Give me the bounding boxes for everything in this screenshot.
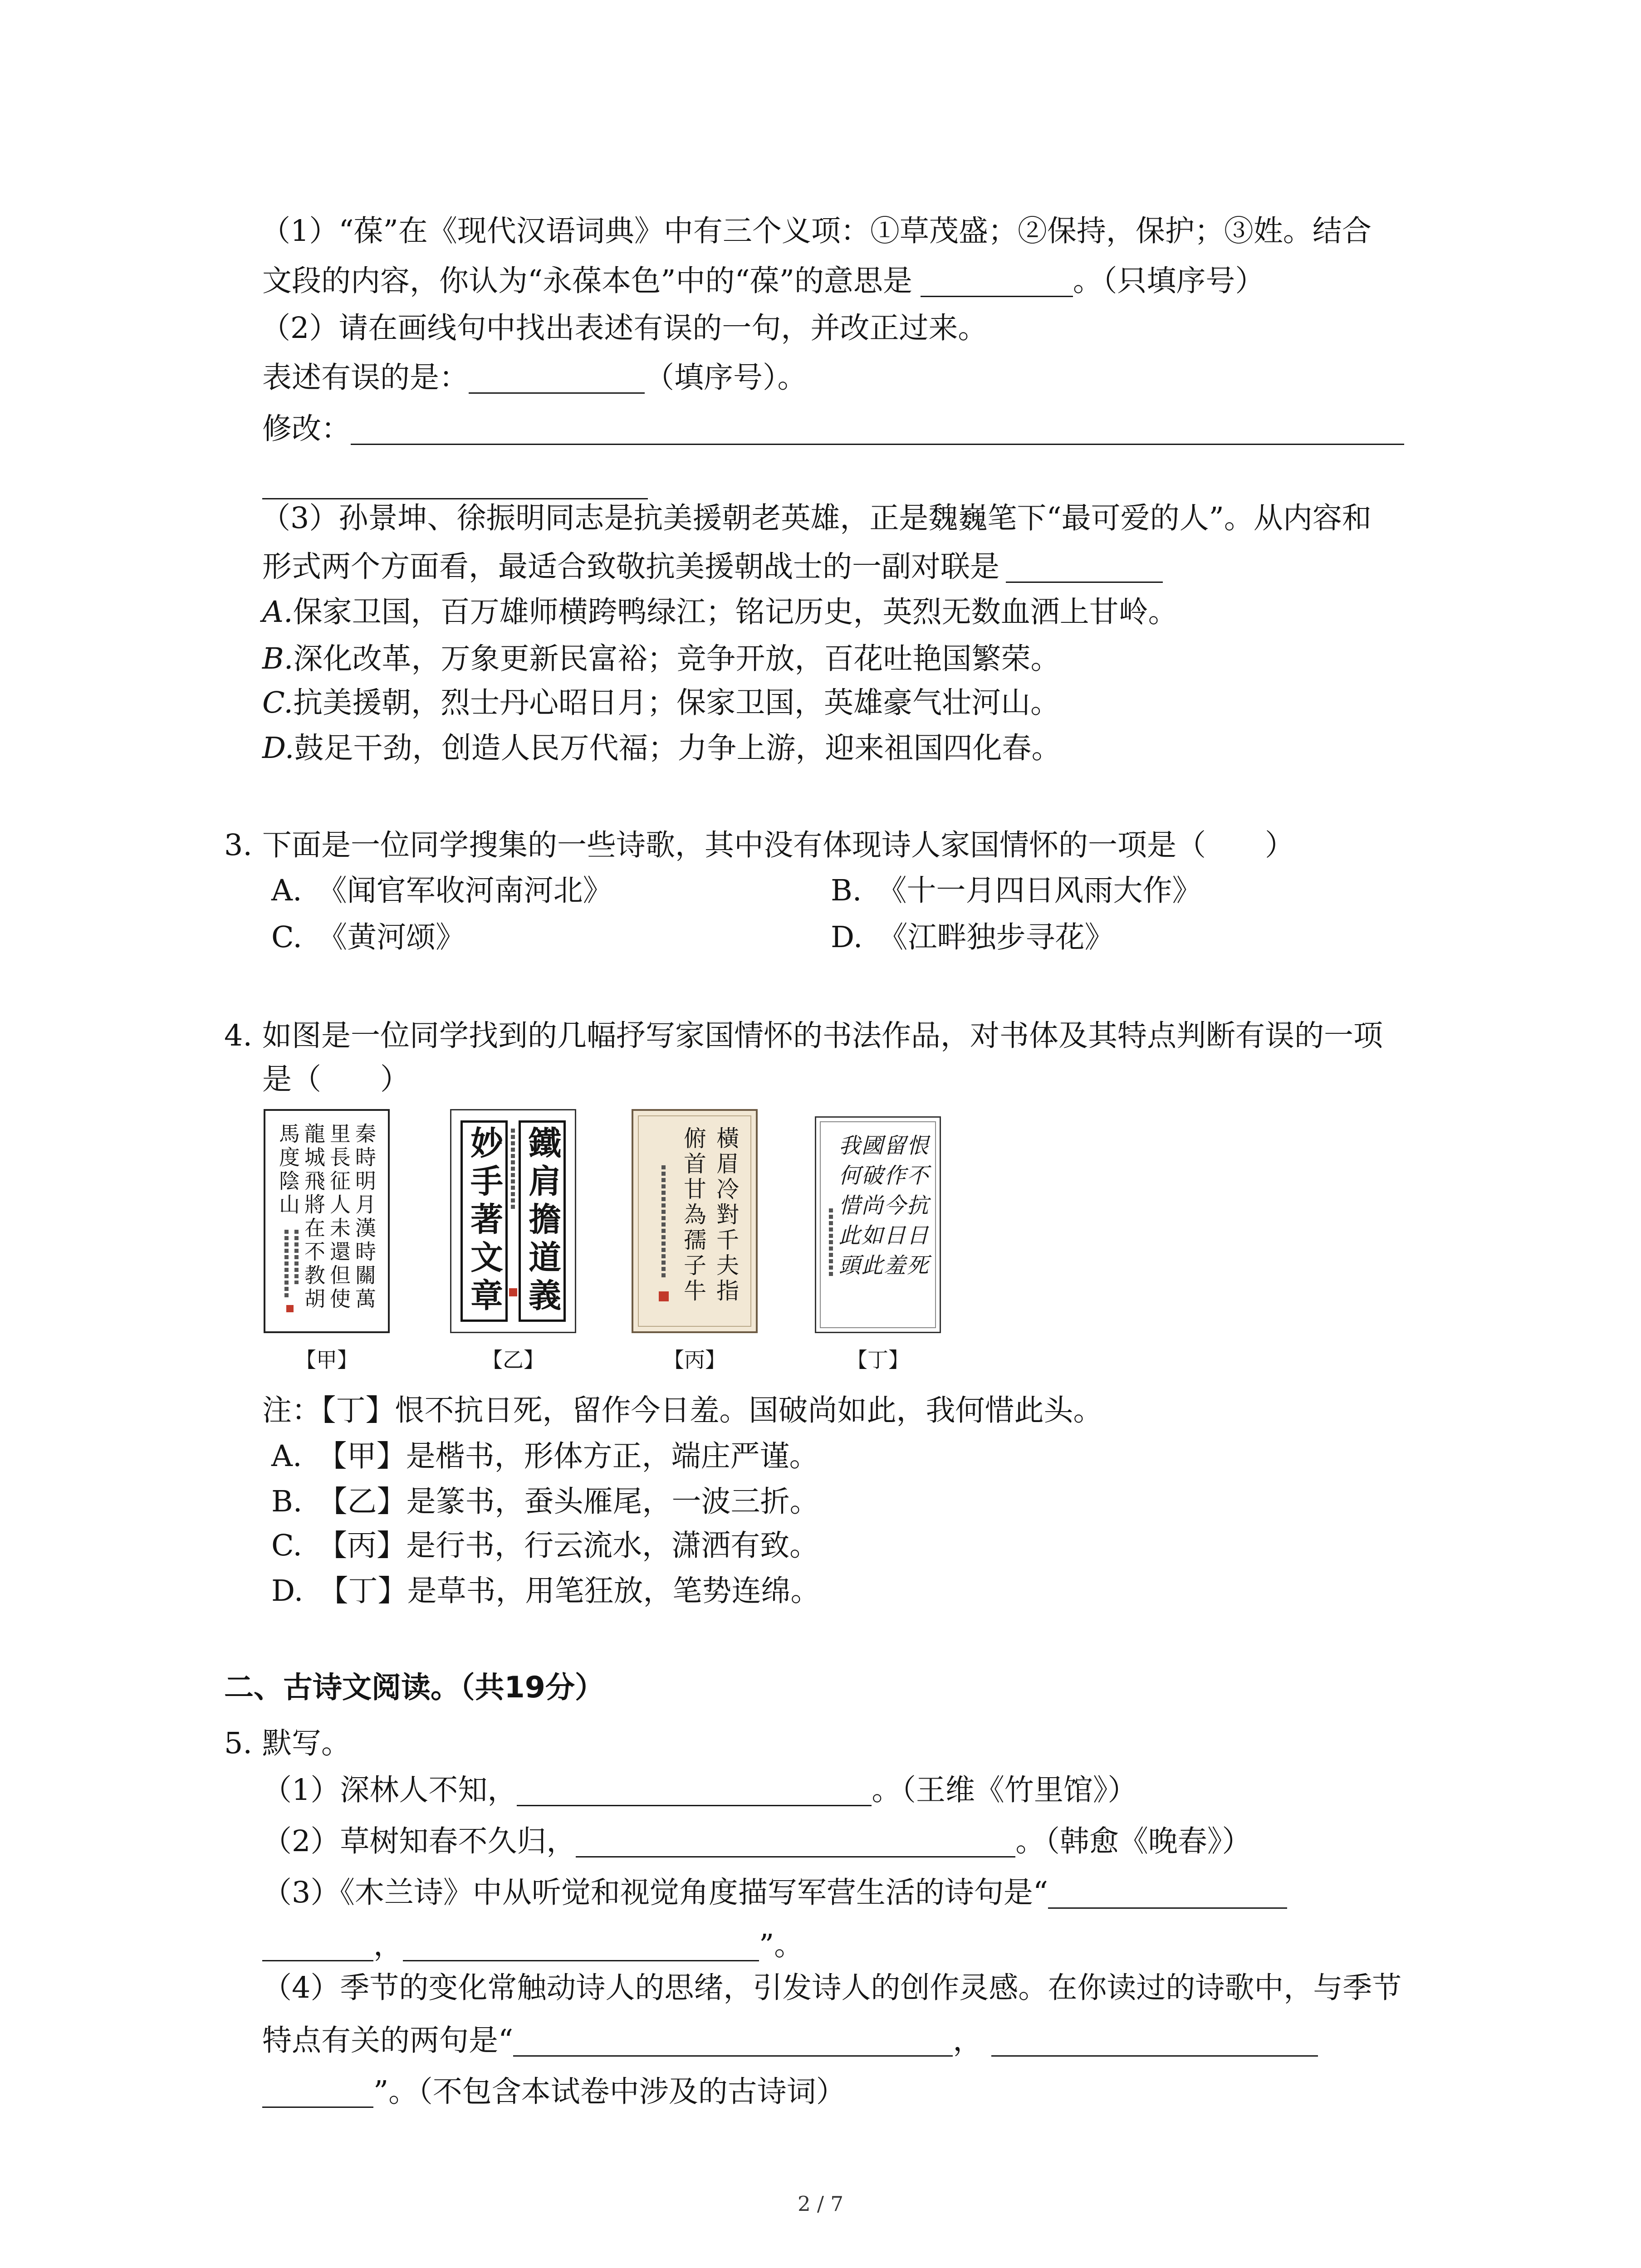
q4-option-c bbox=[271, 1530, 819, 1562]
couplet-option-a bbox=[262, 596, 1178, 629]
calligraphy-figure-yi bbox=[450, 1109, 576, 1333]
q4-option-a bbox=[271, 1440, 819, 1473]
answer-blank bbox=[1006, 556, 1163, 583]
q2-sub1-suffix: 。（只填序号） bbox=[1073, 264, 1265, 298]
option-label: C. bbox=[271, 920, 303, 954]
option-label: B. bbox=[271, 1485, 303, 1519]
calligraphy-column: 橫眉冷對千夫指 bbox=[713, 1126, 739, 1304]
question-number: 3. bbox=[224, 828, 253, 862]
option-label: B. bbox=[831, 874, 862, 908]
option-label: D. bbox=[271, 1574, 304, 1608]
q5-sub4-line2 bbox=[262, 2024, 1318, 2057]
option-text: 《江畔独步寻花》 bbox=[878, 920, 1114, 954]
prompt-text: （1）深林人不知， bbox=[262, 1773, 517, 1807]
answer-blank bbox=[351, 418, 1404, 445]
q2-sub2-wrong-line bbox=[262, 362, 807, 394]
q4-option-b bbox=[271, 1486, 819, 1518]
option-text: 【乙】是篆书，蚕头雁尾，一波三折。 bbox=[318, 1485, 819, 1519]
option-text: 【丙】是行书，行云流水，潇洒有致。 bbox=[318, 1529, 819, 1563]
calligraphy-column: 妙手著文章 bbox=[460, 1120, 508, 1322]
inscription-mark bbox=[661, 1165, 666, 1279]
option-text: 【丁】是草书，用笔狂放，笔势连绵。 bbox=[318, 1574, 820, 1608]
answer-blank bbox=[517, 1779, 872, 1806]
answer-blank bbox=[469, 367, 645, 394]
q5-stem bbox=[224, 1727, 351, 1760]
seal-stamp bbox=[509, 1288, 517, 1296]
question-number: 5. bbox=[224, 1726, 253, 1760]
comma: ， bbox=[953, 2024, 983, 2058]
calligraphy-column: 鐵肩擔道義 bbox=[519, 1120, 566, 1322]
calligraphy-text bbox=[836, 1134, 927, 1315]
answer-blank bbox=[262, 1935, 373, 1961]
q5-sub2 bbox=[262, 1825, 1251, 1858]
calligraphy-text bbox=[677, 1126, 742, 1317]
q5-sub4-line3 bbox=[262, 2076, 846, 2108]
figure-label-yi: 【乙】 bbox=[482, 1348, 544, 1372]
calligraphy-column: 留作今日羞 bbox=[880, 1134, 906, 1284]
closing-text: ”。 bbox=[759, 1928, 804, 1962]
question-text: 默写。 bbox=[262, 1726, 351, 1760]
q2-sub1-text: 文段的内容，你认为“永葆本色”中的“葆”的意思是 bbox=[262, 264, 912, 298]
answer-blank bbox=[1048, 1882, 1287, 1909]
q2-sub3-line1: （3）孙景坤、徐振明同志是抗美援朝老英雄，正是魏巍笔下“最可爱的人”。从内容和 bbox=[261, 501, 1372, 535]
source-text: 。（韩愈《晚春》） bbox=[1015, 1824, 1252, 1858]
closing-text: ”。（不包含本试卷中涉及的古诗词） bbox=[373, 2075, 846, 2109]
option-text: 《闻官军收河南河北》 bbox=[317, 874, 612, 908]
calligraphy-column: 里長征人未還但使 bbox=[327, 1123, 351, 1311]
option-label: D. bbox=[831, 920, 863, 954]
answer-blank bbox=[262, 2081, 373, 2108]
q2-sub3-line2 bbox=[262, 551, 1163, 583]
option-text: 【甲】是楷书，形体方正，端庄严谨。 bbox=[317, 1439, 819, 1473]
couplet-option-b bbox=[262, 643, 1060, 675]
option-label: A. bbox=[271, 1439, 302, 1473]
q2-sub2-fix-line bbox=[262, 413, 1404, 445]
page-number: 2 / 7 bbox=[797, 2192, 844, 2216]
q3-option-b bbox=[831, 875, 1201, 907]
wrong-label: 表述有误的是： bbox=[262, 361, 469, 395]
couplet-option-d bbox=[262, 732, 1061, 765]
calligraphy-figure-ding bbox=[815, 1116, 941, 1333]
q4-stem-line1 bbox=[224, 1020, 1383, 1052]
wrong-suffix: （填序号）。 bbox=[645, 361, 807, 395]
calligraphy-text bbox=[275, 1123, 377, 1322]
option-text: 抗美援朝，烈士丹心昭日月；保家卫国，英雄豪气壮河山。 bbox=[293, 686, 1060, 720]
comma: ， bbox=[373, 1928, 403, 1962]
calligraphy-column: 恨不抗日死 bbox=[903, 1134, 928, 1284]
calligraphy-column: 俯首甘為孺子牛 bbox=[680, 1126, 706, 1304]
answer-blank bbox=[513, 2030, 953, 2057]
section-title: 二、古诗文阅读。（共19分） bbox=[224, 1671, 604, 1705]
calligraphy-column: 國破尚如此 bbox=[857, 1134, 883, 1284]
option-label: A. bbox=[262, 595, 293, 629]
couplet-option-c bbox=[262, 687, 1060, 719]
source-text: 。（王维《竹里馆》） bbox=[872, 1773, 1137, 1807]
answer-blank bbox=[991, 2030, 1318, 2057]
prompt-text: （3）《木兰诗》中从听觉和视觉角度描写军营生活的诗句是“ bbox=[262, 1876, 1048, 1910]
q2-sub1-line2 bbox=[262, 265, 1264, 298]
seal-stamp bbox=[286, 1305, 294, 1312]
option-text: 鼓足干劲，创造人民万代福；力争上游，迎来祖国四化春。 bbox=[294, 731, 1061, 765]
q4-option-d bbox=[271, 1575, 820, 1608]
figure-label-ding: 【丁】 bbox=[847, 1348, 909, 1372]
question-number: 4. bbox=[224, 1019, 253, 1053]
option-text: 《十一月四日风雨大作》 bbox=[877, 874, 1202, 908]
q2-sub1-line1: （1）“葆”在《现代汉语词典》中有三个义项：①草茂盛；②保持，保护；③姓。结合 bbox=[261, 214, 1372, 248]
calligraphy-column: 我何惜此頭 bbox=[835, 1134, 860, 1284]
q5-sub3-line2 bbox=[262, 1929, 803, 1962]
option-text: 保家卫国，百万雄师横跨鸭绿江；铭记历史，英烈无数血洒上甘岭。 bbox=[293, 595, 1178, 629]
figure-label-jia: 【甲】 bbox=[295, 1348, 358, 1372]
calligraphy-column: 馬度陰山 bbox=[276, 1123, 300, 1217]
calligraphy-figure-bing bbox=[632, 1109, 758, 1333]
q2-sub2-line1: （2）请在画线句中找出表述有误的一句，并改正过来。 bbox=[261, 311, 988, 345]
seal-stamp bbox=[659, 1291, 669, 1301]
answer-blank bbox=[403, 1935, 759, 1961]
answer-blank bbox=[921, 270, 1073, 297]
q4-note: 注：【丁】恨不抗日死，留作今日羞。国破尚如此，我何惜此头。 bbox=[262, 1393, 1103, 1427]
q4-stem-line2: 是（ ） bbox=[262, 1062, 410, 1096]
answer-blank-continuation bbox=[262, 472, 648, 499]
inscription-mark bbox=[511, 1129, 515, 1210]
option-label: C. bbox=[262, 686, 294, 720]
q3-option-a bbox=[271, 875, 612, 907]
q5-sub4-line1: （4）季节的变化常触动诗人的思绪，引发诗人的创作灵感。在你读过的诗歌中，与季节 bbox=[262, 1971, 1402, 2005]
q3-option-c bbox=[271, 921, 465, 954]
calligraphy-figure-jia bbox=[264, 1109, 390, 1333]
option-label: D. bbox=[262, 731, 294, 765]
figure-label-bing: 【丙】 bbox=[663, 1348, 726, 1372]
inscription-mark bbox=[294, 1230, 299, 1284]
fix-label: 修改： bbox=[262, 412, 351, 446]
option-text: 《黄河颂》 bbox=[318, 920, 465, 954]
option-label: A. bbox=[271, 874, 302, 908]
q3-stem bbox=[224, 829, 1294, 862]
q5-sub1 bbox=[262, 1774, 1137, 1807]
question-text: 如图是一位同学找到的几幅抒写家国情怀的书法作品，对书体及其特点判断有误的一项 bbox=[262, 1019, 1383, 1053]
option-label: C. bbox=[271, 1529, 303, 1563]
calligraphy-column: 秦時明月漢時關萬 bbox=[352, 1123, 377, 1311]
q5-sub3-line1 bbox=[262, 1877, 1287, 1909]
option-text: 深化改革，万象更新民富裕；竞争开放，百花吐艳国繁荣。 bbox=[293, 642, 1060, 676]
calligraphy-column: 龍城飛將在不教胡 bbox=[301, 1123, 326, 1311]
prompt-text: （2）草树知春不久归， bbox=[262, 1824, 576, 1858]
q3-option-d bbox=[831, 921, 1114, 954]
option-label: B. bbox=[262, 642, 294, 676]
inscription-mark bbox=[284, 1230, 289, 1298]
q2-sub3-text: 形式两个方面看，最适合致敬抗美援朝战士的一副对联是 bbox=[262, 550, 1000, 584]
prompt-text: 特点有关的两句是“ bbox=[262, 2024, 514, 2058]
question-text: 下面是一位同学搜集的一些诗歌，其中没有体现诗人家国情怀的一项是（ ） bbox=[262, 828, 1295, 862]
answer-blank bbox=[576, 1831, 1015, 1857]
inscription-mark bbox=[829, 1208, 833, 1276]
